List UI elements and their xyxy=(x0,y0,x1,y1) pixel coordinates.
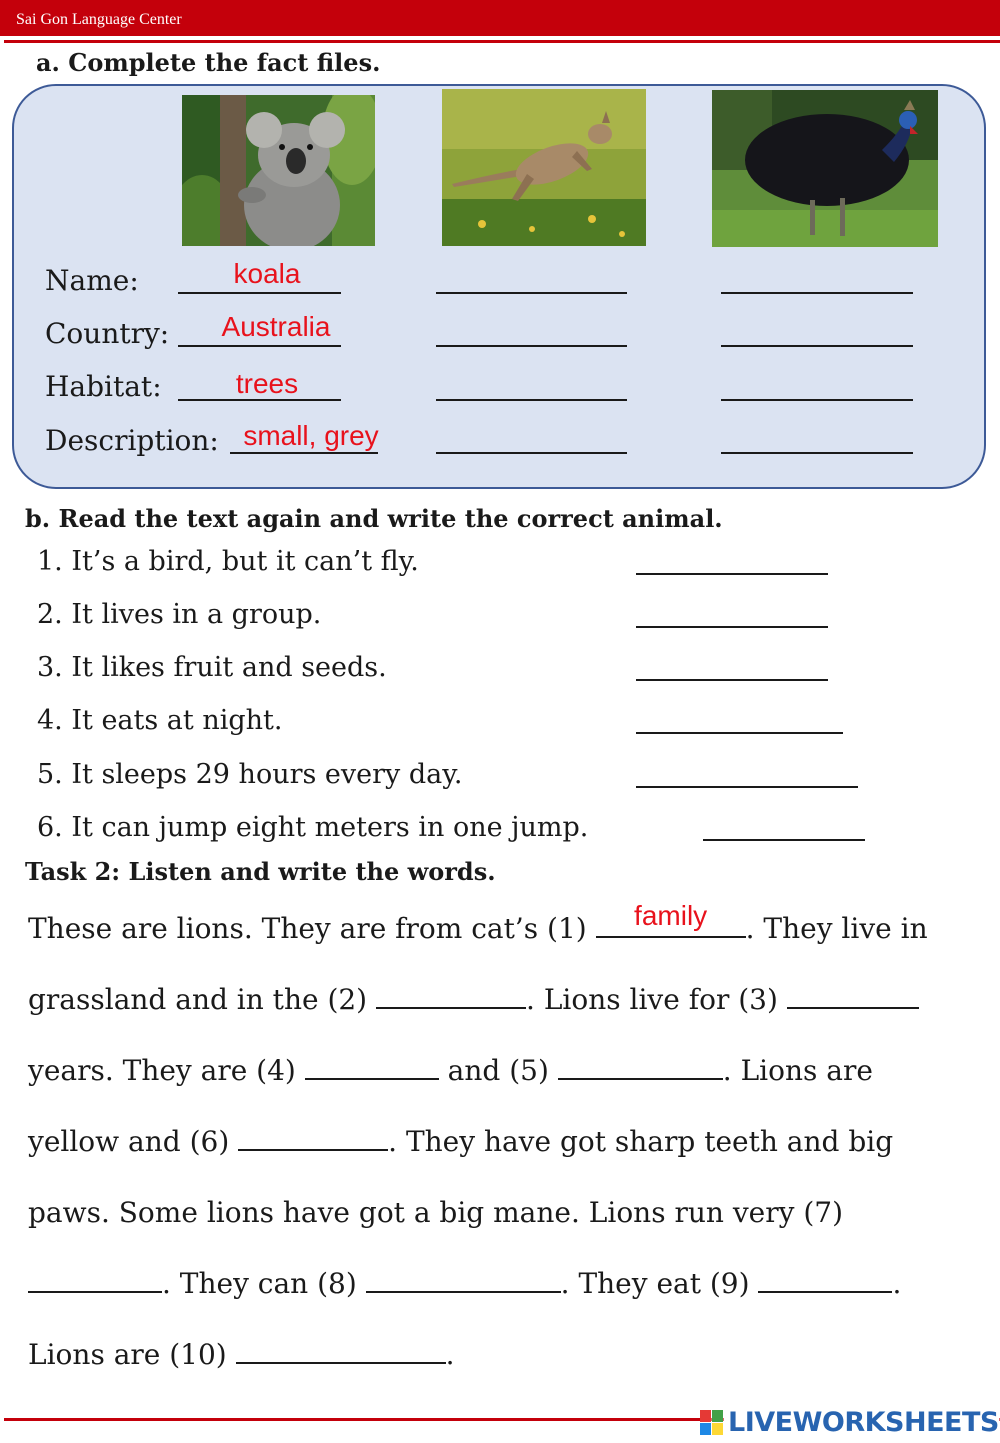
paragraph-line-3: years. They are (4) and (5) . Lions are xyxy=(28,1054,873,1087)
header-title: Sai Gon Language Center xyxy=(16,11,182,28)
question-6: 6. It can jump eight meters in one jump. xyxy=(37,812,589,843)
blank-2[interactable] xyxy=(376,985,526,1009)
label-description: Description: xyxy=(45,424,219,457)
description-blank-3[interactable] xyxy=(721,452,913,454)
name-blank-2[interactable] xyxy=(436,292,627,294)
liveworksheets-logo-icon xyxy=(700,1410,724,1436)
question-2-blank[interactable] xyxy=(636,626,828,628)
blank-4[interactable] xyxy=(305,1056,439,1080)
question-5-blank[interactable] xyxy=(636,786,858,788)
question-4-blank[interactable] xyxy=(636,732,843,734)
answer-country: Australia xyxy=(221,311,331,342)
blank-1[interactable] xyxy=(596,900,746,938)
label-country: Country: xyxy=(45,317,170,350)
description-blank-1[interactable] xyxy=(230,452,378,454)
question-2: 2. It lives in a group. xyxy=(37,599,322,630)
name-blank-3[interactable] xyxy=(721,292,913,294)
paragraph-line-4: yellow and (6) . They have got sharp teeth and big xyxy=(28,1125,894,1158)
question-4: 4. It eats at night. xyxy=(37,705,283,736)
header-divider xyxy=(4,40,1000,43)
question-3-blank[interactable] xyxy=(636,679,828,681)
liveworksheets-brand[interactable]: LIVEWORKSHEETS xyxy=(724,1407,999,1438)
name-blank-1[interactable] xyxy=(178,292,341,294)
blank-6[interactable] xyxy=(238,1127,388,1151)
task-2-heading: Task 2: Listen and write the words. xyxy=(25,857,496,886)
blank-8[interactable] xyxy=(366,1269,561,1293)
country-blank-2[interactable] xyxy=(436,345,627,347)
answer-habitat: trees xyxy=(235,368,299,399)
country-blank-3[interactable] xyxy=(721,345,913,347)
part-b-heading: b. Read the text again and write the correct animal. xyxy=(25,504,723,533)
blank-7[interactable] xyxy=(28,1269,162,1293)
footer-divider xyxy=(4,1418,704,1421)
paragraph-line-6: . They can (8) . They eat (9) . xyxy=(28,1267,901,1300)
question-3: 3. It likes fruit and seeds. xyxy=(37,652,387,683)
label-name: Name: xyxy=(45,264,139,297)
answer-name: koala xyxy=(233,258,301,289)
label-habitat: Habitat: xyxy=(45,370,162,403)
blank-5[interactable] xyxy=(558,1056,723,1080)
question-1-blank[interactable] xyxy=(636,573,828,575)
answer-description: small, grey xyxy=(243,420,379,451)
blank-10[interactable] xyxy=(236,1340,446,1364)
part-a-heading: a. Complete the fact files. xyxy=(36,48,381,77)
kangaroo-photo xyxy=(442,89,646,246)
paragraph-line-5: paws. Some lions have got a big mane. Lions run very (7) xyxy=(28,1196,843,1229)
description-blank-2[interactable] xyxy=(436,452,627,454)
blank-3[interactable] xyxy=(787,985,919,1009)
country-blank-1[interactable] xyxy=(178,345,341,347)
question-6-blank[interactable] xyxy=(703,839,865,841)
paragraph-line-7: Lions are (10) . xyxy=(28,1338,455,1371)
answer-1: family xyxy=(634,900,708,931)
question-1: 1. It’s a bird, but it can’t fly. xyxy=(37,546,419,577)
cassowary-photo xyxy=(712,90,938,247)
habitat-blank-2[interactable] xyxy=(436,399,627,401)
blank-9[interactable] xyxy=(758,1269,892,1293)
koala-photo xyxy=(182,95,375,246)
question-5: 5. It sleeps 29 hours every day. xyxy=(37,759,463,790)
habitat-blank-3[interactable] xyxy=(721,399,913,401)
paragraph-line-1: These are lions. They are from cat’s (1) family . They live in xyxy=(28,900,928,945)
paragraph-line-2: grassland and in the (2) . Lions live for (3) xyxy=(28,983,919,1016)
